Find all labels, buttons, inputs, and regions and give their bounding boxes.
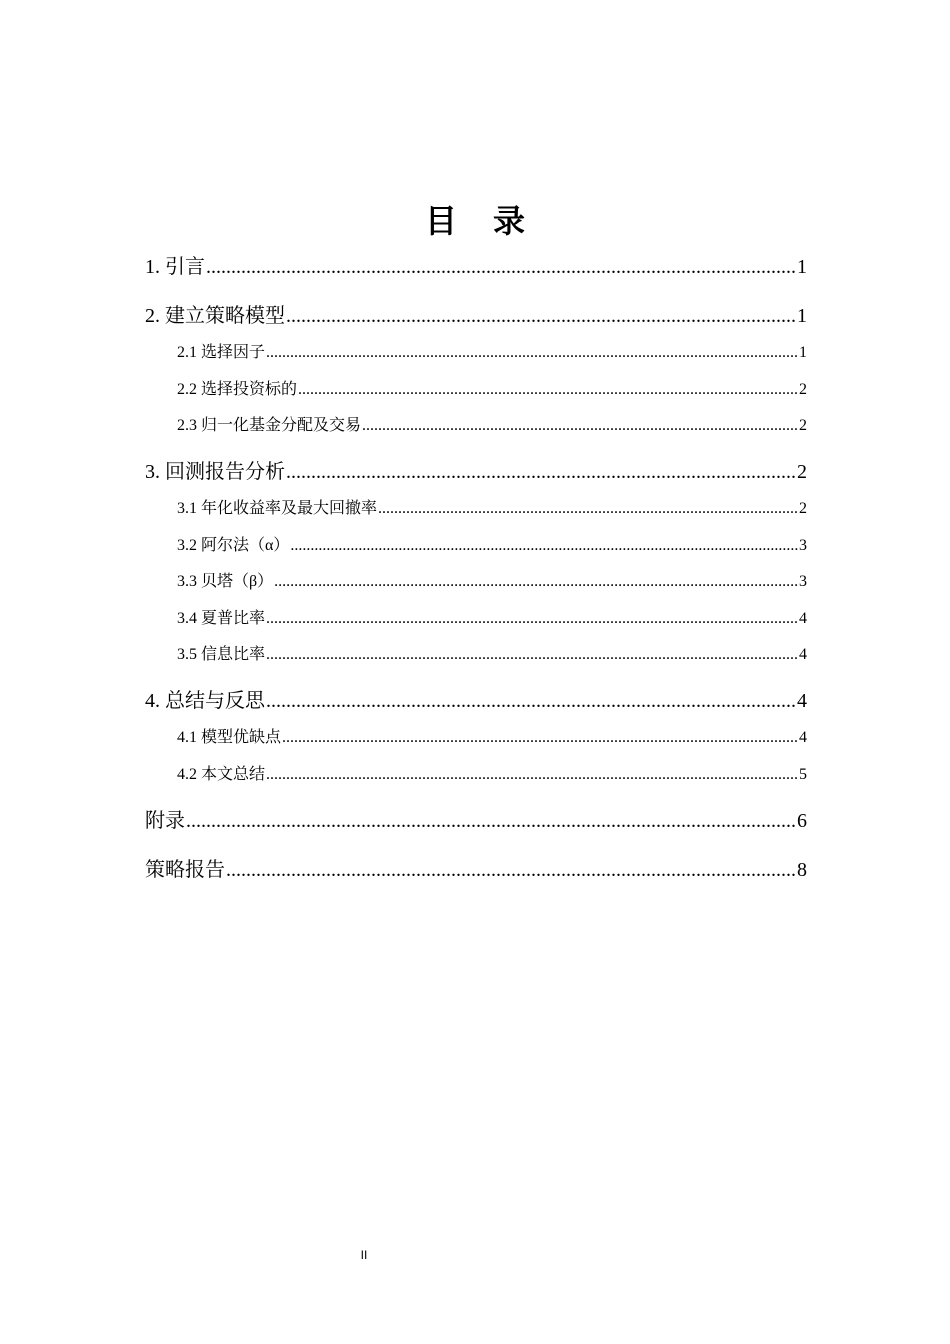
toc-dot-leader bbox=[226, 859, 796, 882]
toc-entry-label: 3.1 年化收益率及最大回撤率 bbox=[177, 500, 378, 517]
toc-subentry[interactable] bbox=[145, 535, 807, 555]
toc-dot-leader bbox=[266, 610, 798, 628]
toc-entry-page: 4 bbox=[799, 729, 807, 746]
toc-entry-label: 4. 总结与反思 bbox=[145, 690, 265, 712]
toc-subentry[interactable] bbox=[145, 764, 807, 784]
toc-subentry[interactable] bbox=[145, 644, 807, 664]
toc-entry-label: 2. 建立策略模型 bbox=[145, 305, 285, 327]
toc-entry-label: 4.2 本文总结 bbox=[177, 765, 266, 783]
toc-entry-page: 4 bbox=[797, 690, 807, 712]
toc-dot-leader bbox=[286, 461, 796, 484]
toc-entry-page: 4 bbox=[799, 646, 807, 663]
toc-dot-leader bbox=[266, 646, 798, 664]
toc-subentry[interactable] bbox=[145, 415, 807, 435]
toc-dot-leader bbox=[362, 417, 798, 435]
toc-entry-page: 1 bbox=[799, 344, 807, 361]
toc-entry[interactable] bbox=[145, 809, 807, 833]
toc-entry-label: 策略报告 bbox=[145, 858, 225, 881]
toc-entry-label: 3.5 信息比率 bbox=[177, 646, 266, 663]
toc-subentry[interactable] bbox=[145, 498, 807, 518]
toc-dot-leader bbox=[186, 810, 796, 833]
toc-subentry[interactable] bbox=[145, 608, 807, 628]
toc-entry[interactable] bbox=[145, 689, 807, 713]
toc-entry[interactable] bbox=[145, 255, 807, 279]
toc-entry-page: 3 bbox=[799, 573, 807, 590]
toc-entry-label: 4.1 模型优缺点 bbox=[177, 729, 282, 746]
toc-entry-page: 6 bbox=[797, 809, 807, 832]
toc-entry-page: 4 bbox=[799, 609, 807, 627]
toc-entry-label: 3.2 阿尔法（α） bbox=[177, 536, 290, 554]
toc-dot-leader bbox=[206, 256, 796, 279]
footer-page-number: II bbox=[360, 1248, 368, 1262]
toc-dot-leader bbox=[282, 729, 798, 747]
toc-entry-label: 2.3 归一化基金分配及交易 bbox=[177, 417, 362, 434]
toc-entry-page: 2 bbox=[797, 461, 807, 483]
toc-subentry[interactable] bbox=[145, 342, 807, 362]
toc-entry[interactable] bbox=[145, 858, 807, 882]
toc-title: 目 录 bbox=[424, 203, 539, 239]
toc-entry-label: 2.1 选择因子 bbox=[177, 344, 266, 361]
toc-dot-leader bbox=[290, 537, 798, 555]
toc-entry-label: 3.4 夏普比率 bbox=[177, 609, 266, 627]
toc-entry-page: 2 bbox=[799, 380, 807, 398]
toc-entry-label: 2.2 选择投资标的 bbox=[177, 380, 298, 398]
toc-entry-page: 5 bbox=[799, 765, 807, 783]
toc-dot-leader bbox=[266, 690, 796, 713]
toc-subentry[interactable] bbox=[145, 727, 807, 747]
toc-dot-leader bbox=[286, 305, 796, 328]
table-of-contents bbox=[145, 248, 807, 882]
toc-entry[interactable] bbox=[145, 304, 807, 328]
toc-entry-page: 2 bbox=[799, 500, 807, 517]
toc-entry-page: 8 bbox=[797, 858, 807, 881]
toc-entry-page: 2 bbox=[799, 417, 807, 434]
toc-dot-leader bbox=[266, 344, 798, 362]
toc-entry-label: 3.3 贝塔（β） bbox=[177, 573, 274, 590]
toc-subentry[interactable] bbox=[145, 379, 807, 399]
toc-entry-page: 3 bbox=[799, 536, 807, 554]
toc-dot-leader bbox=[298, 381, 798, 399]
toc-dot-leader bbox=[274, 573, 798, 591]
toc-entry-page: 1 bbox=[797, 256, 807, 278]
toc-entry-label: 1. 引言 bbox=[145, 256, 205, 278]
toc-entry-label: 附录 bbox=[145, 809, 185, 832]
toc-dot-leader bbox=[266, 766, 798, 784]
toc-subentry[interactable] bbox=[145, 571, 807, 591]
toc-entry-page: 1 bbox=[797, 305, 807, 327]
toc-entry-label: 3. 回测报告分析 bbox=[145, 461, 285, 483]
toc-entry[interactable] bbox=[145, 460, 807, 484]
toc-dot-leader bbox=[378, 500, 798, 518]
